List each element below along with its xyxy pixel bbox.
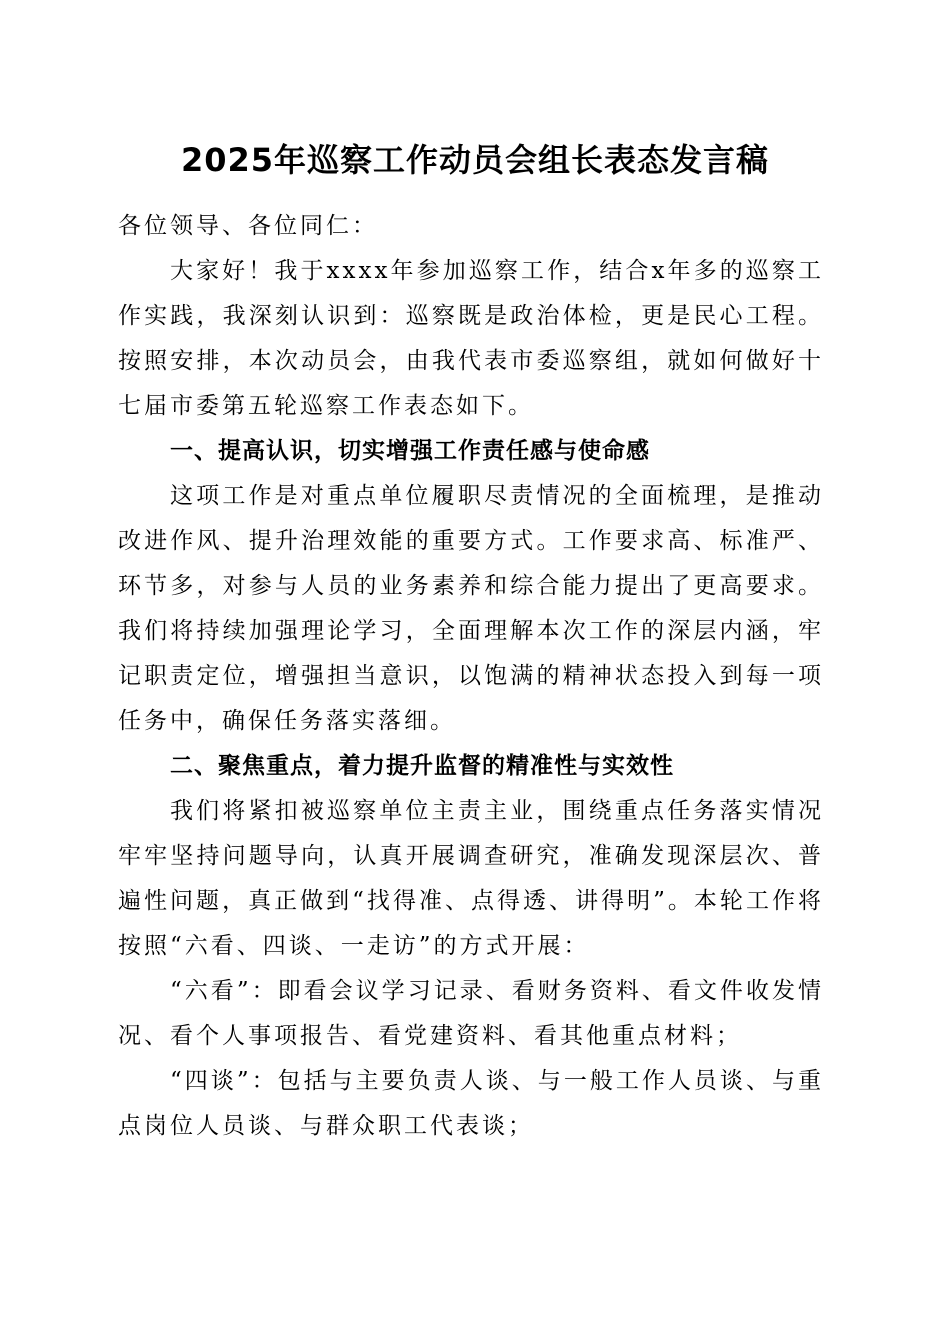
intro-paragraph: 大家好！我于xxxx年参加巡察工作，结合x年多的巡察工作实践，我深刻认识到：巡察既是政治体检，更是民心工程。按照安排，本次动员会，由我代表市委巡察组，就如何做好十七届市委第五轮巡察工作表态如下。 xyxy=(118,258,824,419)
section-1-paragraph: 这项工作是对重点单位履职尽责情况的全面梳理，是推动改进作风、提升治理效能的重要方式。工作要求高、标准严、环节多，对参与人员的业务素养和综合能力提出了更高要求。我们将持续加强理论学习，全面理解本次工作的深层内涵，牢记职责定位，增强担当意识，以饱满的精神状态投入到每一项任务中，确保任务落实落细。 xyxy=(118,483,824,734)
section-2-heading: 二、聚焦重点，着力提升监督的精准性与实效性 xyxy=(170,753,674,779)
document-body xyxy=(118,204,824,1149)
document-title: 2025年巡察工作动员会组长表态发言稿 xyxy=(180,141,770,179)
section-2-paragraph: 我们将紧扣被巡察单位主责主业，围绕重点任务落实情况牢牢坚持问题导向，认真开展调查研究，准确发现深层次、普遍性问题，真正做到“找得准、点得透、讲得明”。本轮工作将按照“六看、四谈、一走访”的方式开展： xyxy=(118,798,824,959)
salutation: 各位领导、各位同仁： xyxy=(118,213,378,239)
four-talk-paragraph: “四谈”：包括与主要负责人谈、与一般工作人员谈、与重点岗位人员谈、与群众职工代表谈； xyxy=(118,1068,824,1139)
six-look-paragraph: “六看”：即看会议学习记录、看财务资料、看文件收发情况、看个人事项报告、看党建资料、看其他重点材料； xyxy=(118,978,824,1049)
section-1-heading: 一、提高认识，切实增强工作责任感与使命感 xyxy=(170,438,650,464)
